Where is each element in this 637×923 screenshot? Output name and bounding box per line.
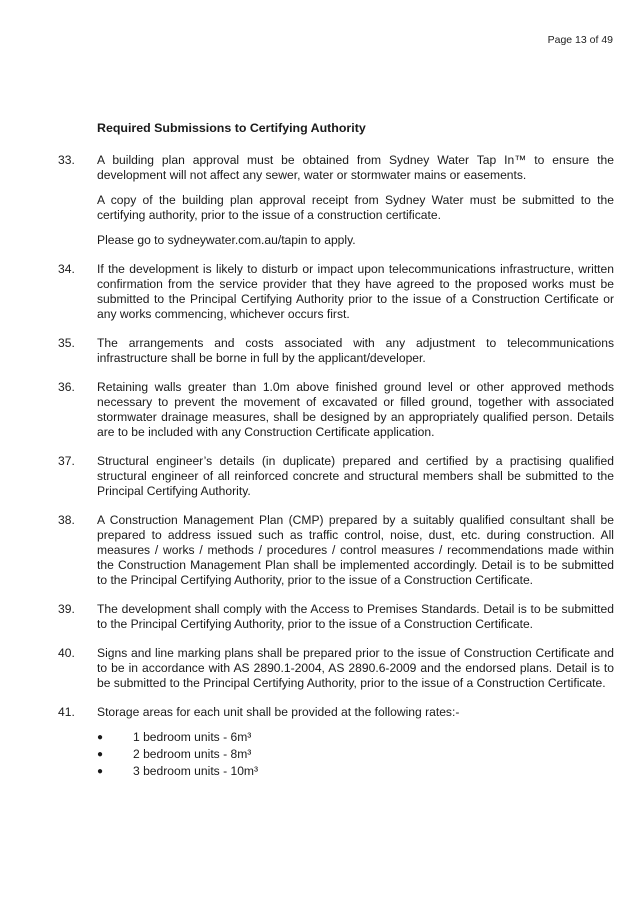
condition-paragraph: Structural engineer’s details (in duplicate) prepared and certified by a practising qualified structural engineer of all reinforced concrete and structural members shall be submitted to the Principal Certifying Authority.	[97, 454, 614, 498]
condition-item	[58, 513, 614, 588]
condition-body	[97, 153, 614, 248]
bullet-icon: ●	[97, 732, 104, 743]
page-number: Page 13 of 49	[547, 34, 613, 46]
conditions-list	[58, 153, 614, 781]
condition-number: 37.	[58, 454, 75, 468]
condition-body	[97, 262, 614, 322]
condition-number: 33.	[58, 153, 75, 167]
condition-body	[97, 705, 614, 781]
condition-paragraph: The arrangements and costs associated with any adjustment to telecommunications infrastructure shall be borne in full by the applicant/developer.	[97, 336, 614, 365]
condition-item	[58, 380, 614, 440]
list-item-text: 2 bedroom units - 8m³	[133, 747, 252, 761]
condition-item	[58, 454, 614, 499]
list-item	[97, 747, 614, 762]
condition-item	[58, 153, 614, 248]
condition-paragraph: A Construction Management Plan (CMP) prepared by a suitably qualified consultant shall be prepared to address issued such as traffic control, noise, dust, etc. during construction. All measures / works / methods / procedures / control measures / recommendations made within the Construction Management Plan shall be implemented accordingly. Detail is to be submitted to the Principal Certifying Authority, prior to the issue of a Construction Certificate.	[97, 513, 614, 587]
condition-body	[97, 646, 614, 691]
condition-body	[97, 336, 614, 366]
document-body	[58, 121, 614, 795]
bullet-icon: ●	[97, 749, 104, 760]
condition-body	[97, 513, 614, 588]
condition-item	[58, 705, 614, 781]
list-item	[97, 764, 614, 779]
list-item-text: 1 bedroom units - 6m³	[133, 730, 252, 744]
condition-body	[97, 454, 614, 499]
condition-item	[58, 262, 614, 322]
condition-paragraph: Retaining walls greater than 1.0m above finished ground level or other approved methods necessary to prevent the movement of excavated or filled ground, together with associated stormwater drainage measures, shall be designed by an appropriately qualified person. Details are to be included with any Construction Certificate application.	[97, 380, 614, 439]
condition-item	[58, 646, 614, 691]
condition-body	[97, 602, 614, 632]
condition-item	[58, 602, 614, 632]
condition-paragraph: A copy of the building plan approval receipt from Sydney Water must be submitted to the certifying authority, prior to the issue of a construction certificate.	[97, 193, 614, 222]
list-item	[97, 730, 614, 745]
section-heading: Required Submissions to Certifying Authority	[97, 121, 366, 135]
condition-number: 34.	[58, 262, 75, 276]
storage-rate-list	[97, 730, 614, 779]
condition-number: 41.	[58, 705, 75, 719]
condition-number: 35.	[58, 336, 75, 350]
bullet-icon: ●	[97, 766, 104, 777]
condition-number: 38.	[58, 513, 75, 527]
condition-number: 39.	[58, 602, 75, 616]
condition-number: 40.	[58, 646, 75, 660]
list-item-text: 3 bedroom units - 10m³	[133, 764, 259, 778]
condition-paragraph: Signs and line marking plans shall be prepared prior to the issue of Construction Certificate and to be in accordance with AS 2890.1-2004, AS 2890.6-2009 and the endorsed plans. Detail is to be submitted to the Principal Certifying Authority, prior to the issue of a Construction Certificate.	[97, 646, 614, 690]
condition-paragraph: If the development is likely to disturb or impact upon telecommunications infrastructure, written confirmation from the service provider that they have agreed to the proposed works must be submitted to the Principal Certifying Authority prior to the issue of a Construction Certificate or any works commencing, whichever occurs first.	[97, 262, 614, 321]
condition-number: 36.	[58, 380, 75, 394]
condition-item	[58, 336, 614, 366]
condition-paragraph: The development shall comply with the Access to Premises Standards. Detail is to be submitted to the Principal Certifying Authority, prior to the issue of a Construction Certificate.	[97, 602, 614, 631]
condition-paragraph: Storage areas for each unit shall be provided at the following rates:-	[97, 705, 460, 719]
condition-paragraph: A building plan approval must be obtained from Sydney Water Tap In™ to ensure the development will not affect any sewer, water or stormwater mains or easements.	[97, 153, 614, 182]
condition-body	[97, 380, 614, 440]
condition-paragraph: Please go to sydneywater.com.au/tapin to apply.	[97, 233, 356, 247]
